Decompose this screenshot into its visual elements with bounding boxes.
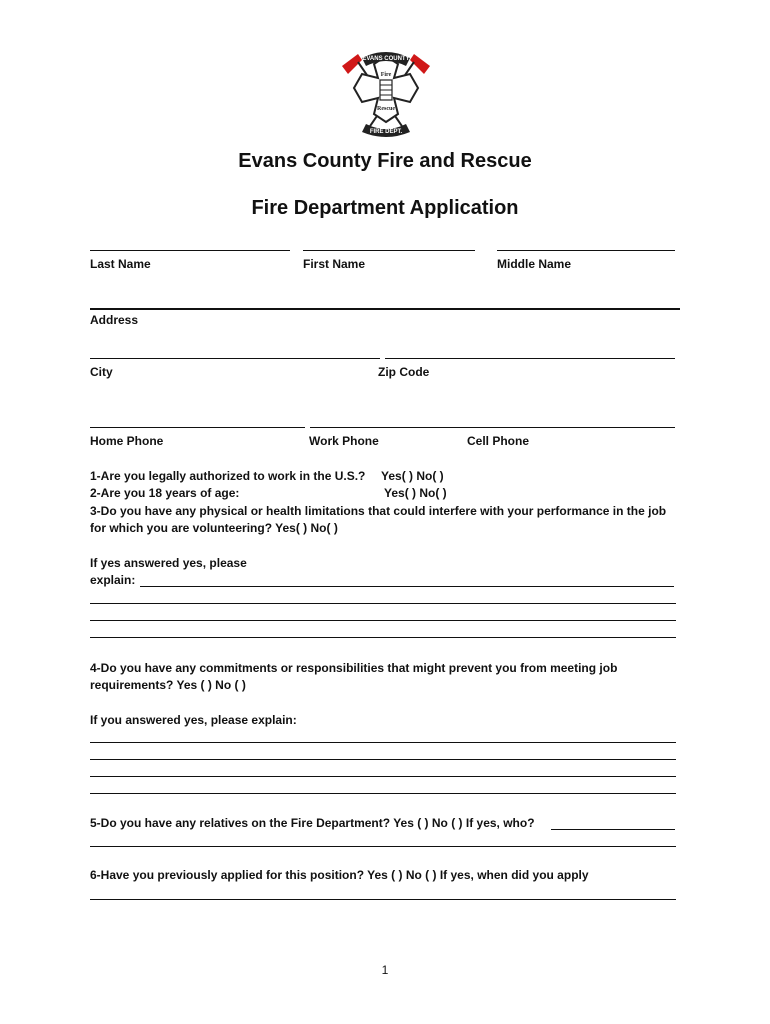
- work-phone-label: Work Phone: [309, 434, 379, 448]
- city-line[interactable]: [90, 358, 380, 359]
- zip-code-label: Zip Code: [378, 365, 430, 379]
- middle-name-label: Middle Name: [497, 257, 572, 271]
- q3-explain-line-4[interactable]: [90, 637, 676, 638]
- middle-name-line[interactable]: [497, 250, 675, 251]
- q4-explain-line-4[interactable]: [90, 793, 676, 794]
- fire-department-logo: [336, 44, 436, 144]
- logo-rescue-text: Rescue: [377, 106, 395, 112]
- logo-bottom-text: FIRE DEPT.: [369, 129, 403, 135]
- question-2-options[interactable]: Yes( ) No( ): [384, 486, 447, 500]
- q4-explain-line-1[interactable]: [90, 742, 676, 743]
- q3-explain-label-1: If yes answered yes, please: [90, 556, 247, 570]
- q5-who-line[interactable]: [551, 829, 675, 830]
- q4-explain-label: If you answered yes, please explain:: [90, 713, 297, 727]
- question-6: 6-Have you previously applied for this position? Yes ( ) No ( ) If yes, when did you apply: [90, 868, 589, 882]
- home-phone-line[interactable]: [90, 427, 305, 428]
- question-2: 2-Are you 18 years of age:: [90, 486, 240, 500]
- q3-explain-line-2[interactable]: [90, 603, 676, 604]
- org-title: Evans County Fire and Rescue: [238, 150, 532, 172]
- maltese-cross: [354, 56, 418, 122]
- last-name-label: Last Name: [90, 257, 151, 271]
- q4-explain-line-2[interactable]: [90, 759, 676, 760]
- zip-line[interactable]: [385, 358, 675, 359]
- q5-answer-line[interactable]: [90, 846, 676, 847]
- form-title: Fire Department Application: [251, 197, 519, 219]
- address-line[interactable]: [90, 308, 680, 310]
- q3-explain-line-3[interactable]: [90, 620, 676, 621]
- question-5: 5-Do you have any relatives on the Fire Department? Yes ( ) No ( ) If yes, who?: [90, 816, 535, 830]
- q3-explain-line-1[interactable]: [140, 586, 674, 587]
- logo-fire-text: Fire: [380, 72, 392, 78]
- city-label: City: [90, 365, 113, 379]
- first-name-label: First Name: [303, 257, 366, 271]
- work-cell-phone-line[interactable]: [310, 427, 675, 428]
- question-1: 1-Are you legally authorized to work in the U.S.?: [90, 469, 366, 483]
- first-name-line[interactable]: [303, 250, 475, 251]
- cell-phone-label: Cell Phone: [467, 434, 530, 448]
- logo-top-text: EVANS COUNTY: [362, 56, 410, 62]
- question-3: 3-Do you have any physical or health limitations that could interfere with your performance in the job for which you are volunteering? Yes( ) No( ): [90, 504, 667, 535]
- home-phone-label: Home Phone: [90, 434, 164, 448]
- address-label: Address: [90, 313, 139, 327]
- question-1-options[interactable]: Yes( ) No( ): [381, 469, 444, 483]
- q4-explain-line-3[interactable]: [90, 776, 676, 777]
- q6-answer-line[interactable]: [90, 899, 676, 900]
- page-number: 1: [381, 963, 389, 977]
- q3-explain-label-2: explain:: [90, 573, 136, 587]
- question-4: 4-Do you have any commitments or responsibilities that might prevent you from meeting job requirements? Yes ( ) No ( ): [90, 661, 618, 692]
- last-name-line[interactable]: [90, 250, 290, 251]
